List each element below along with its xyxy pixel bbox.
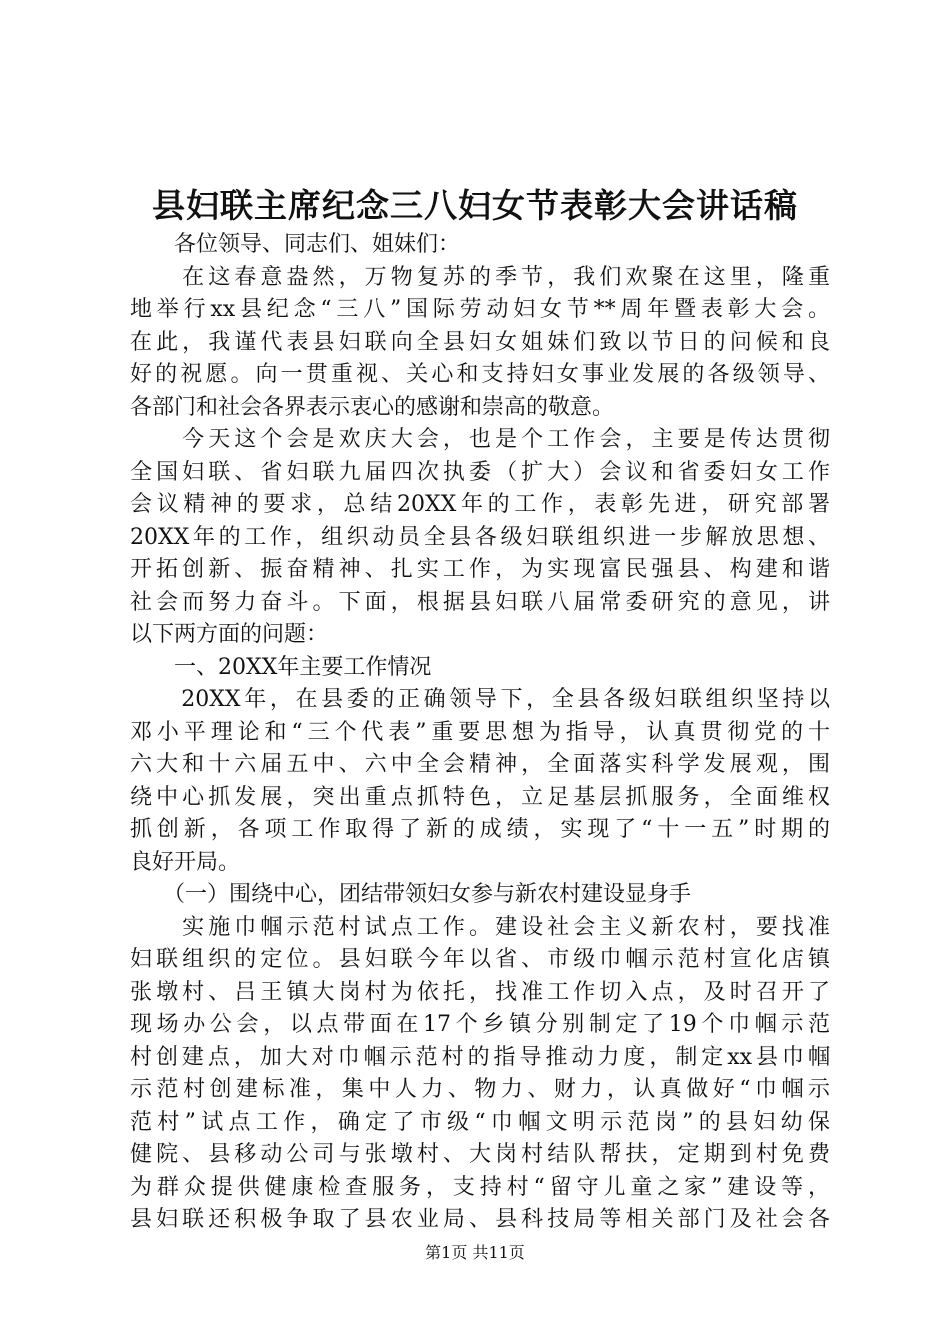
text-line: 各位领导、同志们、姐妹们： bbox=[130, 232, 461, 257]
text-line: 20XX年，在县委的正确领导下，全县各级妇联组织坚持以 bbox=[130, 687, 830, 712]
text-line: 健院、县移动公司与张墩村、大岗村结队帮扶，定期到村免费 bbox=[130, 1142, 830, 1167]
document-body bbox=[130, 229, 830, 1237]
page-number-footer: 第1页 共11页 bbox=[425, 1243, 525, 1262]
text-line: 妇联组织的定位。县妇联今年以省、市级巾帼示范村宣化店镇 bbox=[130, 947, 830, 972]
text-line: 社会而努力奋斗。下面，根据县妇联八届常委研究的意见，讲 bbox=[130, 589, 830, 615]
text-line: 在这春意盎然，万物复苏的季节，我们欢聚在这里，隆重 bbox=[130, 264, 830, 290]
text-line: 20XX年的工作，组织动员全县各级妇联组织进一步解放思想、 bbox=[130, 524, 830, 550]
text-line: 好的祝愿。向一贯重视、关心和支持妇女事业发展的各级领导、 bbox=[130, 362, 830, 387]
text-line: 以下两方面的问题： bbox=[130, 622, 329, 647]
text-line: 示范村创建标准，集中人力、物力、财力，认真做好“巾帼示 bbox=[130, 1077, 830, 1102]
text-line: 今天这个会是欢庆大会，也是个工作会，主要是传达贯彻 bbox=[130, 427, 830, 452]
text-line: 邓小平理论和“三个代表”重要思想为指导，认真贯彻党的十 bbox=[130, 719, 830, 745]
text-line: 张墩村、吕王镇大岗村为依托，找准工作切入点，及时召开了 bbox=[130, 979, 830, 1005]
text-line: 各部门和社会各界表示衷心的感谢和崇高的敬意。 bbox=[130, 394, 615, 420]
text-line: 范村”试点工作，确定了市级“巾帼文明示范岗”的县妇幼保 bbox=[130, 1109, 830, 1135]
text-line: 地举行xx县纪念“三八”国际劳动妇女节**周年暨表彰大会。 bbox=[130, 297, 830, 322]
text-line: 村创建点，加大对巾帼示范村的指导推动力度，制定xx县巾帼 bbox=[130, 1044, 830, 1070]
subsection-heading: （一）围绕中心，团结带领妇女参与新农村建设显身手 bbox=[130, 882, 692, 907]
text-line: 绕中心抓发展，突出重点抓特色，立足基层抓服务，全面维权 bbox=[130, 784, 830, 810]
text-line: 现场办公会，以点带面在17个乡镇分别制定了19个巾帼示范 bbox=[130, 1012, 830, 1037]
text-line: 为群众提供健康检查服务，支持村“留守儿童之家”建设等， bbox=[130, 1174, 830, 1200]
text-line: 在此，我谨代表县妇联向全县妇女姐妹们致以节日的问候和良 bbox=[130, 329, 830, 355]
text-line: 六大和十六届五中、六中全会精神，全面落实科学发展观，围 bbox=[130, 752, 830, 777]
section-heading: 一、20XX年主要工作情况 bbox=[130, 654, 432, 680]
text-line: 开拓创新、振奋精神、扎实工作，为实现富民强县、构建和谐 bbox=[130, 557, 830, 582]
text-line: 全国妇联、省妇联九届四次执委（扩大）会议和省委妇女工作 bbox=[130, 459, 830, 485]
text-line: 县妇联还积极争取了县农业局、县科技局等相关部门及社会各 bbox=[130, 1207, 830, 1232]
text-line: 实施巾帼示范村试点工作。建设社会主义新农村，要找准 bbox=[130, 914, 830, 940]
text-line: 会议精神的要求，总结20XX年的工作，表彰先进，研究部署 bbox=[130, 492, 830, 517]
text-line: 抓创新，各项工作取得了新的成绩，实现了“十一五”时期的 bbox=[130, 817, 830, 842]
text-line: 良好开局。 bbox=[130, 849, 241, 875]
document-title: 县妇联主席纪念三八妇女节表彰大会讲话稿 bbox=[152, 186, 798, 225]
